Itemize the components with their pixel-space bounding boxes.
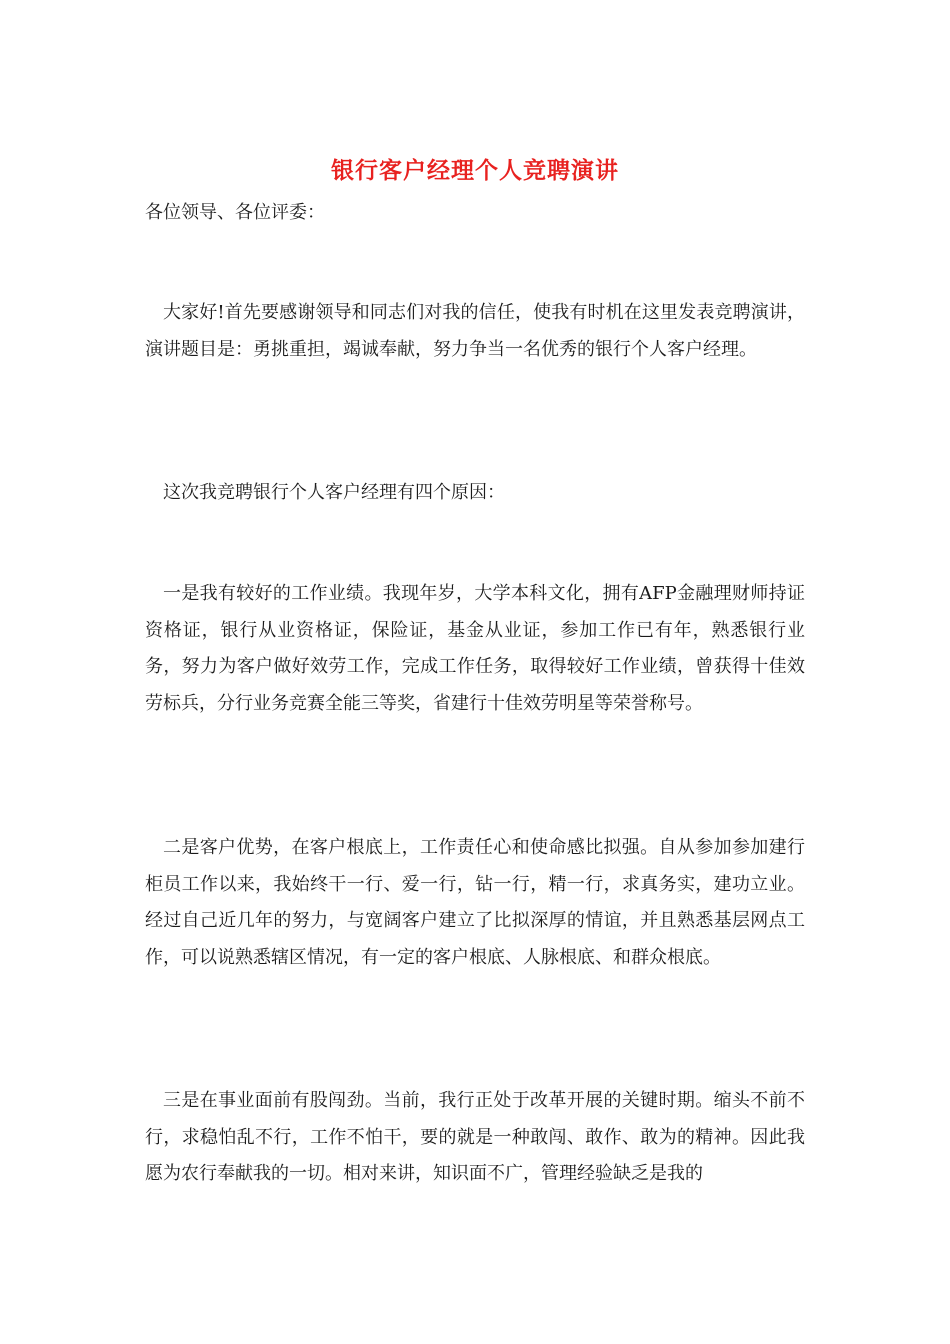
paragraph-reasons-intro: 这次我竞聘银行个人客户经理有四个原因： [163, 482, 505, 503]
paragraph-reason-three: 三是在事业面前有股闯劲。当前，我行正处于改革开展的关键时期。缩头不前不行，求稳怕乱不行，工作不怕干，要的就是一种敢闯、敢作、敢为的精神。因此我愿为农行奉献我的一切。相对来讲，知识面不广，管理经验缺乏是我的 [145, 1090, 805, 1184]
document-title: 银行客户经理个人竞聘演讲 [331, 157, 619, 184]
paragraph-reason-two: 二是客户优势，在客户根底上，工作责任心和使命感比拟强。自从参加参加建行柜员工作以来，我始终干一行、爱一行，钻一行，精一行，求真务实，建功立业。经过自己近几年的努力，与宽阔客户建立了比拟深厚的情谊，并且熟悉基层网点工作，可以说熟悉辖区情况，有一定的客户根底、人脉根底、和群众根底。 [145, 837, 805, 968]
salutation: 各位领导、各位评委： [145, 202, 325, 223]
paragraph-reason-one: 一是我有较好的工作业绩。我现年岁，大学本科文化，拥有AFP金融理财师持证资格证，银行从业资格证，保险证，基金从业证，参加工作已有年，熟悉银行业务，努力为客户做好效劳工作，完成工作任务，取得较好工作业绩，曾获得十佳效劳标兵，分行业务竞赛全能三等奖，省建行十佳效劳明星等荣誉称号。 [145, 583, 805, 714]
paragraph-greeting: 大家好!首先要感谢领导和同志们对我的信任，使我有时机在这里发表竞聘演讲，演讲题目是：勇挑重担，竭诚奉献，努力争当一名优秀的银行个人客户经理。 [145, 302, 805, 360]
